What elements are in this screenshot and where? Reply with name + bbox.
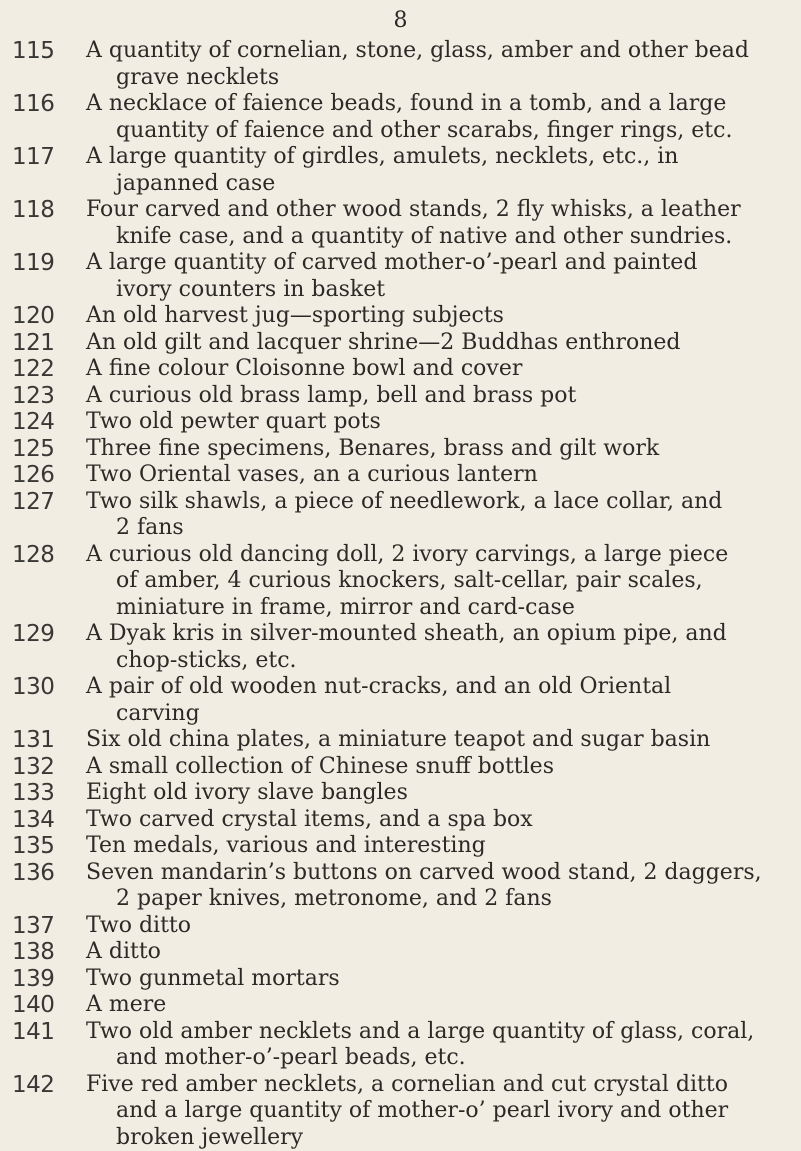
lot-number: 127 (0, 489, 86, 516)
lot-description-line: 2 paper knives, metronome, and 2 fans (86, 886, 776, 913)
lot-number: 130 (0, 674, 86, 701)
lot-number: 121 (0, 330, 86, 357)
lot-number: 122 (0, 356, 86, 383)
lot-number: 118 (0, 197, 86, 224)
lot-entry (0, 860, 801, 913)
lot-entry (0, 1072, 801, 1151)
lot-description-line: japanned case (86, 171, 776, 198)
lot-description-line: Four carved and other wood stands, 2 fly whisks, a leather (86, 197, 776, 224)
lot-description-line: grave necklets (86, 65, 776, 92)
lot-entry (0, 966, 801, 993)
lot-description-line: A ditto (86, 939, 776, 966)
lot-description-line: A pair of old wooden nut-cracks, and an old Oriental (86, 674, 776, 701)
lot-description (86, 966, 776, 993)
lot-description-line: and mother-o’-pearl beads, etc. (86, 1045, 776, 1072)
lot-description-line: Ten medals, various and interesting (86, 833, 776, 860)
lot-description (86, 462, 776, 489)
lot-description-line: chop-sticks, etc. (86, 648, 776, 675)
lot-entry (0, 913, 801, 940)
lot-entry (0, 91, 801, 144)
lot-number: 132 (0, 754, 86, 781)
lot-number: 136 (0, 860, 86, 887)
lot-entry (0, 674, 801, 727)
lot-description-line: A curious old brass lamp, bell and brass pot (86, 383, 776, 410)
lot-number: 141 (0, 1019, 86, 1046)
lot-description (86, 197, 776, 250)
lot-number: 115 (0, 38, 86, 65)
lot-description (86, 780, 776, 807)
lot-entry (0, 144, 801, 197)
lot-description (86, 383, 776, 410)
lot-number: 129 (0, 621, 86, 648)
lot-description-line: A small collection of Chinese snuff bottles (86, 754, 776, 781)
lot-description (86, 436, 776, 463)
lot-entry (0, 409, 801, 436)
lot-entry (0, 462, 801, 489)
lot-description-line: A Dyak kris in silver-mounted sheath, an opium pipe, and (86, 621, 776, 648)
lot-number: 131 (0, 727, 86, 754)
lot-description-line: An old gilt and lacquer shrine—2 Buddhas enthroned (86, 330, 776, 357)
lot-description-line: of amber, 4 curious knockers, salt-cellar, pair scales, (86, 568, 776, 595)
lot-number: 137 (0, 913, 86, 940)
lot-description (86, 144, 776, 197)
lot-description-line: Seven mandarin’s buttons on carved wood stand, 2 daggers, (86, 860, 776, 887)
lot-description (86, 1019, 776, 1072)
lot-entry (0, 197, 801, 250)
lot-description-line: 2 fans (86, 515, 776, 542)
lot-entry (0, 754, 801, 781)
lot-description-line: Two ditto (86, 913, 776, 940)
lot-description (86, 303, 776, 330)
lot-entry (0, 939, 801, 966)
lot-number: 128 (0, 542, 86, 569)
lot-entry (0, 727, 801, 754)
lot-description (86, 542, 776, 622)
lot-description-line: knife case, and a quantity of native and other sundries. (86, 224, 776, 251)
lot-number: 126 (0, 462, 86, 489)
lot-entry (0, 436, 801, 463)
lot-description-line: quantity of faience and other scarabs, finger rings, etc. (86, 118, 776, 145)
lot-description-line: A mere (86, 992, 776, 1019)
page-number: 8 (0, 8, 801, 34)
lot-number: 123 (0, 383, 86, 410)
lot-description-line: Two old amber necklets and a large quantity of glass, coral, (86, 1019, 776, 1046)
lot-description-line: Two old pewter quart pots (86, 409, 776, 436)
lot-description (86, 38, 776, 91)
lot-number: 124 (0, 409, 86, 436)
lot-description (86, 489, 776, 542)
lot-entry (0, 383, 801, 410)
lot-description-line: Two carved crystal items, and a spa box (86, 807, 776, 834)
lot-entry (0, 992, 801, 1019)
lot-number: 142 (0, 1072, 86, 1099)
lot-description-line: Eight old ivory slave bangles (86, 780, 776, 807)
lot-description (86, 939, 776, 966)
lot-description-line: A quantity of cornelian, stone, glass, amber and other bead (86, 38, 776, 65)
lot-number: 139 (0, 966, 86, 993)
lot-entry (0, 330, 801, 357)
lot-description-line: A necklace of faience beads, found in a tomb, and a large (86, 91, 776, 118)
lot-number: 117 (0, 144, 86, 171)
lot-description (86, 754, 776, 781)
lot-description-line: Six old china plates, a miniature teapot and sugar basin (86, 727, 776, 754)
lot-description (86, 727, 776, 754)
lot-entry (0, 621, 801, 674)
lot-description (86, 833, 776, 860)
lot-number: 116 (0, 91, 86, 118)
lot-number: 133 (0, 780, 86, 807)
lot-description (86, 913, 776, 940)
lot-description-line: A fine colour Cloisonne bowl and cover (86, 356, 776, 383)
lot-entry (0, 250, 801, 303)
lot-entry (0, 489, 801, 542)
lot-description (86, 91, 776, 144)
lot-description-line: Two Oriental vases, an a curious lantern (86, 462, 776, 489)
lot-description-line: broken jewellery (86, 1125, 776, 1151)
lot-description-line: Five red amber necklets, a cornelian and cut crystal ditto (86, 1072, 776, 1099)
lot-entry (0, 833, 801, 860)
lot-description (86, 356, 776, 383)
lot-number: 138 (0, 939, 86, 966)
lot-number: 119 (0, 250, 86, 277)
lot-entry (0, 356, 801, 383)
lot-description (86, 409, 776, 436)
lot-number: 135 (0, 833, 86, 860)
lot-list (0, 38, 801, 1151)
lot-description-line: A curious old dancing doll, 2 ivory carvings, a large piece (86, 542, 776, 569)
lot-description (86, 674, 776, 727)
lot-number: 120 (0, 303, 86, 330)
lot-number: 140 (0, 992, 86, 1019)
lot-description-line: An old harvest jug—sporting subjects (86, 303, 776, 330)
lot-description-line: Two silk shawls, a piece of needlework, a lace collar, and (86, 489, 776, 516)
lot-description (86, 621, 776, 674)
lot-description (86, 807, 776, 834)
lot-description (86, 330, 776, 357)
lot-entry (0, 780, 801, 807)
lot-description-line: Two gunmetal mortars (86, 966, 776, 993)
lot-number: 134 (0, 807, 86, 834)
lot-description-line: carving (86, 701, 776, 728)
lot-description (86, 992, 776, 1019)
lot-description-line: A large quantity of girdles, amulets, necklets, etc., in (86, 144, 776, 171)
lot-description-line: Three fine specimens, Benares, brass and gilt work (86, 436, 776, 463)
lot-description-line: miniature in frame, mirror and card-case (86, 595, 776, 622)
lot-description-line: ivory counters in basket (86, 277, 776, 304)
lot-entry (0, 38, 801, 91)
lot-entry (0, 542, 801, 622)
lot-description (86, 250, 776, 303)
lot-number: 125 (0, 436, 86, 463)
lot-description-line: A large quantity of carved mother-o’-pearl and painted (86, 250, 776, 277)
lot-entry (0, 1019, 801, 1072)
lot-description (86, 860, 776, 913)
lot-description-line: and a large quantity of mother-o’ pearl ivory and other (86, 1098, 776, 1125)
lot-entry (0, 303, 801, 330)
lot-description (86, 1072, 776, 1151)
lot-entry (0, 807, 801, 834)
